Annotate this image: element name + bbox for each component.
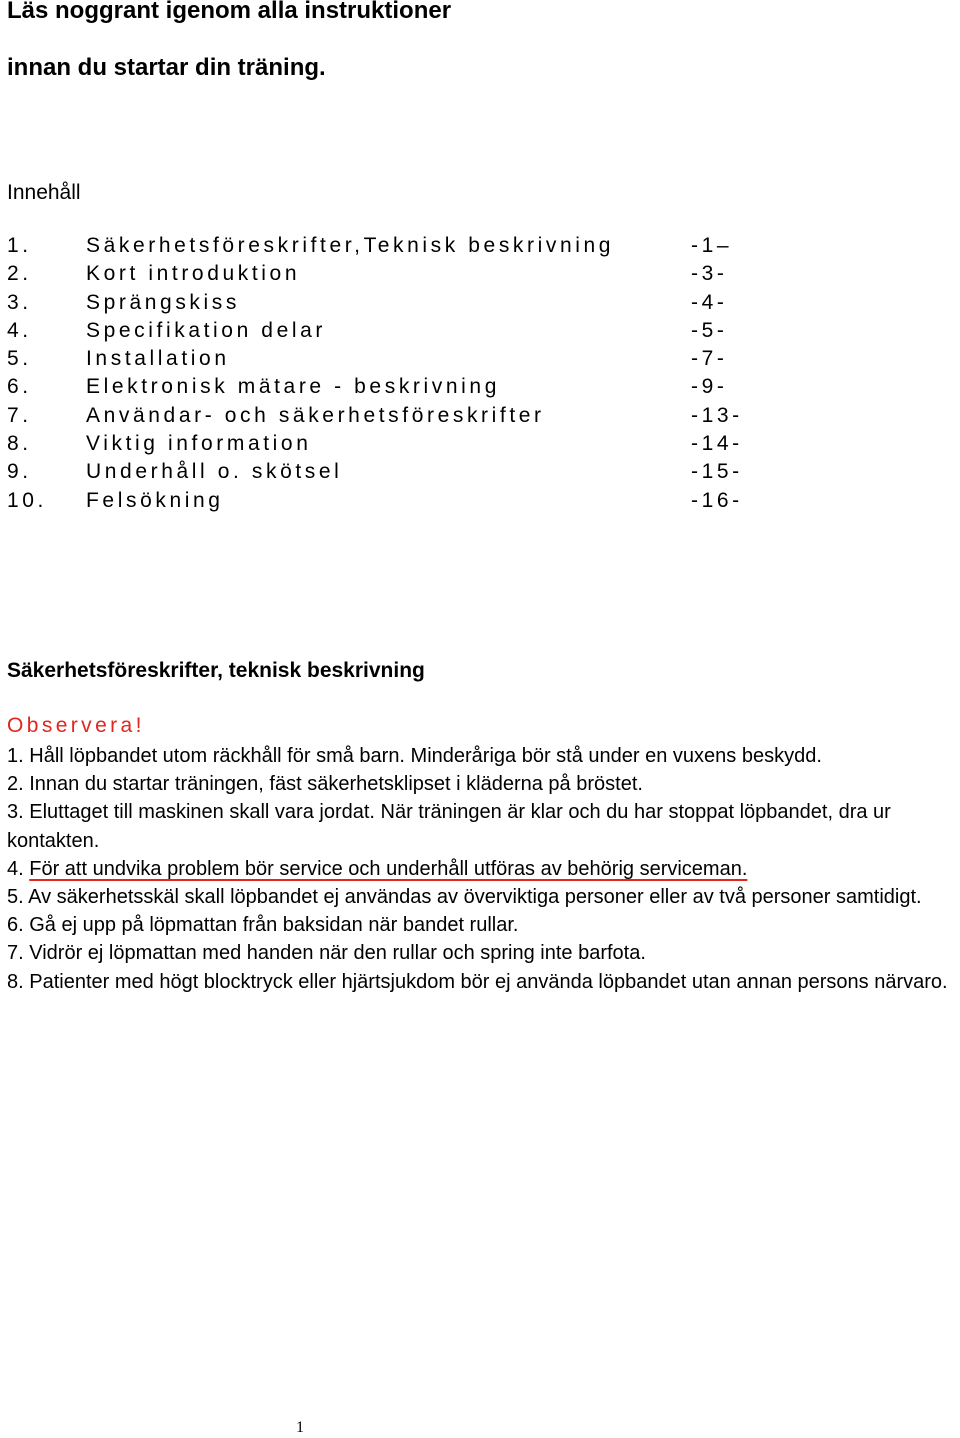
list-item	[7, 911, 957, 939]
list-item	[7, 939, 957, 967]
page-number: 1	[296, 1419, 304, 1436]
toc-heading: Innehåll	[7, 181, 81, 204]
toc-item-title: Underhåll o. skötsel	[86, 460, 343, 484]
rule-number: 6.	[7, 914, 24, 937]
page-title-line-1: Läs noggrant igenom alla instruktioner	[7, 0, 452, 24]
observera-warning: Observera!	[7, 714, 145, 737]
toc-item-title: Specifikation delar	[86, 318, 326, 342]
toc-item-title: Elektronisk mätare - beskrivning	[86, 375, 500, 399]
list-item	[7, 883, 957, 911]
rule-text: Eluttaget till maskinen skall vara jordat. När träningen är klar och du har stoppat löpbandet, dra ur kontakten.	[7, 801, 891, 852]
toc-item-title: Viktig information	[86, 432, 312, 456]
page-title-line-2: innan du startar din träning.	[7, 54, 326, 81]
toc-item	[7, 460, 797, 488]
toc-item-number: 7.	[7, 403, 32, 427]
rule-number: 2.	[7, 773, 24, 796]
rule-text-underlined: För att undvika problem bör service och underhåll utföras av behörig serviceman.	[29, 857, 748, 880]
toc-item-page: -4-	[691, 290, 728, 314]
toc-item-number: 3.	[7, 290, 32, 314]
toc-item-number: 6.	[7, 375, 32, 399]
rule-number: 5.	[7, 886, 24, 909]
safety-rules-list	[7, 742, 957, 996]
toc-item-title: Säkerhetsföreskrifter,Teknisk beskrivning	[86, 234, 615, 257]
toc-item-number: 10.	[7, 488, 47, 512]
rule-text: Innan du startar träningen, fäst säkerhetsklipset i kläderna på bröstet.	[29, 773, 643, 796]
toc-item-page: -7-	[691, 347, 728, 371]
table-of-contents	[7, 234, 797, 517]
toc-item-page: -14-	[691, 432, 743, 456]
list-item	[7, 770, 957, 798]
rule-text: Gå ej upp på löpmattan från baksidan när bandet rullar.	[29, 914, 519, 937]
rule-text: Patienter med högt blocktryck eller hjärtsjukdom bör ej använda löpbandet utan annan persons närvaro.	[29, 970, 948, 993]
toc-item-title: Kort introduktion	[86, 262, 301, 286]
toc-item	[7, 291, 797, 319]
rule-text: Håll löpbandet utom räckhåll för små barn. Minderåriga bör stå under en vuxens beskydd.	[29, 745, 822, 767]
rule-text: Av säkerhetsskäl skall löpbandet ej användas av överviktiga personer eller av två personer samtidigt.	[28, 886, 922, 909]
rule-text: Vidrör ej löpmattan med handen när den rullar och spring inte barfota.	[29, 942, 646, 965]
toc-item-page: -16-	[691, 488, 743, 512]
toc-item	[7, 404, 797, 432]
toc-item-page: -13-	[691, 403, 743, 427]
rule-number: 3.	[7, 801, 24, 824]
toc-item-title: Användar- och säkerhetsföreskrifter	[86, 403, 545, 427]
toc-item-number: 4.	[7, 318, 32, 342]
toc-item-number: 1.	[7, 234, 32, 257]
rule-number: 8.	[7, 970, 24, 993]
toc-item-page: -5-	[691, 318, 728, 342]
toc-item-title: Sprängskiss	[86, 290, 240, 314]
toc-item	[7, 347, 797, 375]
toc-item	[7, 262, 797, 290]
toc-item-title: Felsökning	[86, 488, 224, 512]
toc-item	[7, 489, 797, 517]
toc-item-number: 9.	[7, 460, 32, 484]
toc-item-page: -3-	[691, 262, 728, 286]
toc-item	[7, 319, 797, 347]
toc-item-number: 5.	[7, 347, 32, 371]
toc-item	[7, 234, 797, 262]
list-item	[7, 798, 957, 854]
section-heading: Säkerhetsföreskrifter, teknisk beskrivning	[7, 659, 425, 682]
toc-item-page: -9-	[691, 375, 728, 399]
toc-item-number: 2.	[7, 262, 32, 286]
toc-item	[7, 432, 797, 460]
toc-item-number: 8.	[7, 432, 32, 456]
toc-item-title: Installation	[86, 347, 230, 371]
rule-number: 7.	[7, 942, 24, 965]
list-item	[7, 742, 957, 770]
list-item	[7, 968, 957, 996]
toc-item-page: -1–	[691, 234, 733, 257]
rule-number: 4.	[7, 857, 24, 880]
toc-item-page: -15-	[691, 460, 743, 484]
rule-number: 1.	[7, 745, 24, 767]
toc-item	[7, 375, 797, 403]
list-item	[7, 855, 957, 883]
